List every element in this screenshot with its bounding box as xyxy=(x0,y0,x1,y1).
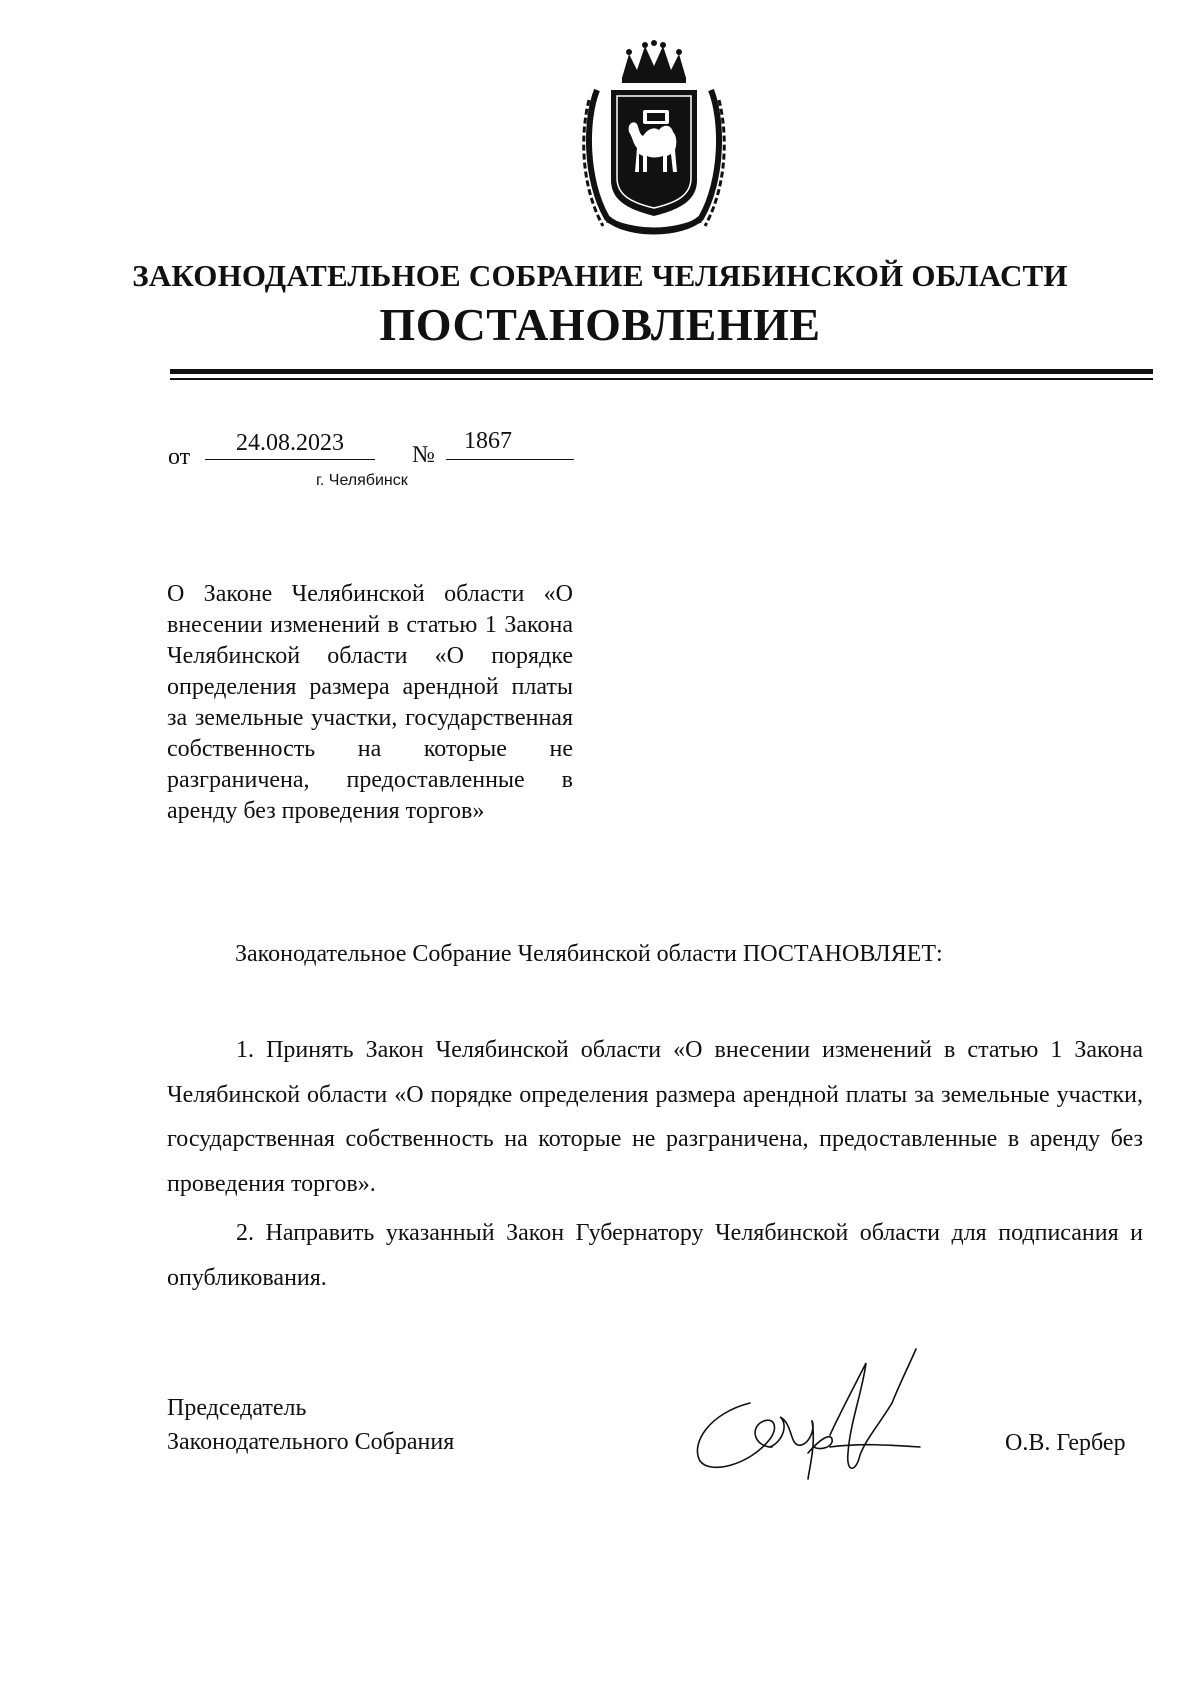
coat-of-arms-icon xyxy=(577,40,731,240)
signatory-title-line-1: Председатель xyxy=(167,1395,307,1421)
date-label: от xyxy=(168,444,191,470)
document-date: 24.08.2023 xyxy=(205,430,375,460)
resolution-paragraph-2: 2. Направить указанный Закон Губернатору Челябинской области для подписания и опубликования. xyxy=(167,1220,1143,1291)
number-label: № xyxy=(412,442,435,468)
signatory-name: О.В. Гербер xyxy=(1005,1430,1126,1456)
document-type-title: ПОСТАНОВЛЕНИЕ xyxy=(379,299,821,350)
document-number: 1867 xyxy=(446,428,574,460)
header-divider-thin xyxy=(170,378,1153,380)
organization-title: ЗАКОНОДАТЕЛЬНОЕ СОБРАНИЕ ЧЕЛЯБИНСКОЙ ОБЛАСТИ xyxy=(132,258,1068,293)
signatory-title xyxy=(167,1391,454,1459)
signatory-title-line-2: Законодательного Собрания xyxy=(167,1429,455,1455)
resolution-paragraph-1: 1. Принять Закон Челябинской области «О внесении изменений в статью 1 Закона Челябинской области «О порядке определения размера арендной платы за земельные участки, государственная собственность на которые не разграничена, предоставленные в аренду без проведения торгов». xyxy=(167,1037,1143,1197)
header-divider-thick xyxy=(170,369,1153,374)
document-subject: О Законе Челябинской области «О внесении изменений в статью 1 Закона Челябинской области «О порядке определения размера арендной платы за земельные участки, государственная собственность на которые не разграничена, предоставленные в аренду без проведения торгов» xyxy=(167,581,573,824)
city-label: г. Челябинск xyxy=(316,472,408,489)
preamble: Законодательное Собрание Челябинской области ПОСТАНОВЛЯЕТ: xyxy=(235,941,943,967)
handwritten-signature-icon xyxy=(680,1343,940,1483)
